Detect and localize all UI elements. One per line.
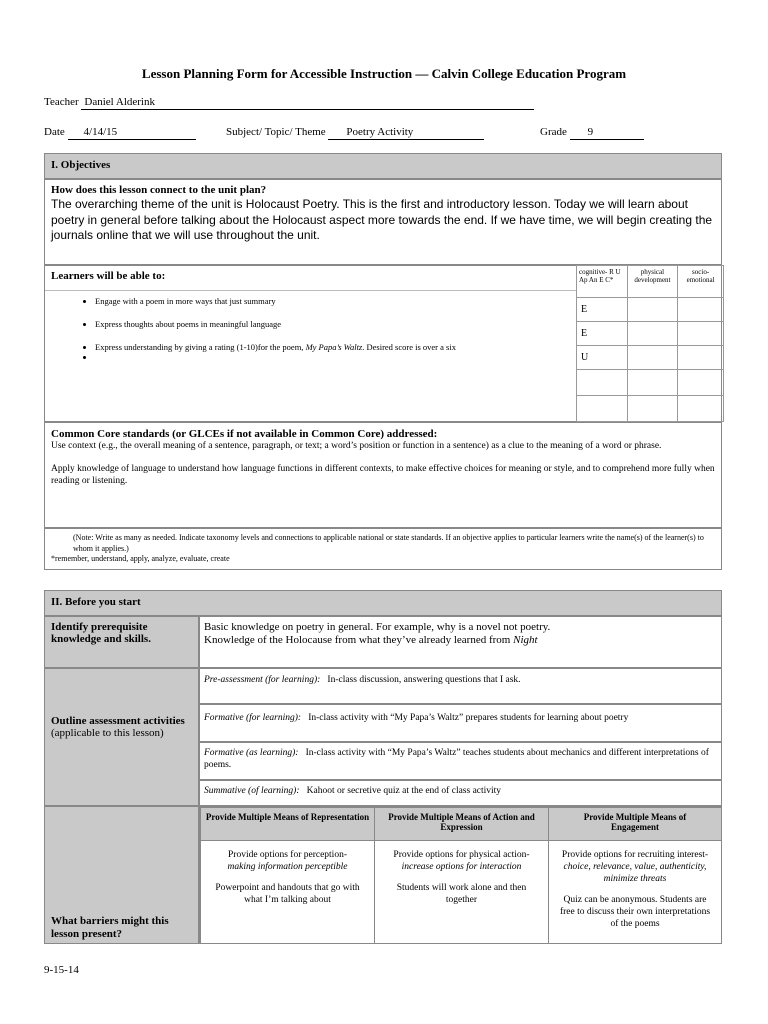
teacher-label: Teacher xyxy=(44,96,79,108)
level-cell[interactable]: E xyxy=(577,298,628,322)
empty-cell[interactable] xyxy=(577,396,628,422)
form-title: Lesson Planning Form for Accessible Instruction — Calvin College Education Program xyxy=(141,66,627,81)
col-socio: socio-emotional xyxy=(678,266,724,298)
udl-engagement xyxy=(548,840,722,944)
assessment-pre: Pre-assessment (for learning): In-class discussion, answering questions that I ask. xyxy=(199,668,722,704)
empty-cell[interactable] xyxy=(627,298,678,322)
udl-option: Provide options for recruiting interest- choice, relevance, value, authenticity, minimize threats xyxy=(561,850,709,884)
teacher-field[interactable]: Daniel Alderink xyxy=(81,96,534,110)
empty-cell[interactable] xyxy=(627,396,678,422)
udl-option-detail: making information perceptible xyxy=(227,862,348,872)
assessment-summative: Summative (of learning): Kahoot or secretive quiz at the end of class activity xyxy=(199,780,722,806)
date-row xyxy=(44,126,196,140)
objective-item: • Express understanding by giving a rating (1-10)for the poem, My Papa’s Waltz. Desired score is over a six xyxy=(95,342,575,352)
udl-plan: Powerpoint and handouts that go with what I’m talking about xyxy=(215,883,360,905)
level-cell[interactable]: E xyxy=(577,322,628,346)
empty-cell[interactable] xyxy=(678,298,724,322)
common-core-standard: Use context (e.g., the overall meaning of a sentence, paragraph, or text; a word’s position or function in a sentence) as a clue to the meaning of a word or phrase. xyxy=(51,441,662,451)
learners-divider xyxy=(45,290,576,291)
udl-header-representation: Provide Multiple Means of Representation xyxy=(200,807,375,841)
assessment-label-cell xyxy=(44,668,199,806)
objective-item: • Engage with a poem in more ways that just summary xyxy=(95,296,575,306)
empty-cell[interactable] xyxy=(627,370,678,396)
common-core-heading: Common Core standards (or GLCEs if not available in Common Core) addressed: xyxy=(51,428,438,440)
udl-option: Provide options for perception- xyxy=(228,850,347,860)
empty-cell[interactable] xyxy=(678,346,724,370)
udl-plan: Students will work alone and then together xyxy=(396,883,527,905)
unit-connection-box xyxy=(44,179,722,265)
assessment-formative-for: Formative (for learning): In-class activity with “My Papa’s Waltz” prepares students for learning about poetry xyxy=(199,704,722,742)
prereq-item: Knowledge of the Holocause from what they’ve already learned from Night xyxy=(204,634,538,646)
udl-action xyxy=(374,840,549,944)
prereq-label: Identify prerequisite knowledge and skills. xyxy=(44,616,199,668)
udl-option-detail: increase options for interaction xyxy=(401,862,522,872)
level-cell[interactable]: U xyxy=(577,346,628,370)
col-cognitive: cognitive- R U Ap An E C* xyxy=(577,266,628,298)
empty-cell[interactable] xyxy=(627,322,678,346)
prereq-item: Basic knowledge on poetry in general. For example, why is a novel not poetry. xyxy=(204,621,551,633)
barriers-label: What barriers might this lesson present? xyxy=(44,806,199,944)
grade-field[interactable]: 9 xyxy=(570,126,644,140)
objectives-heading: I. Objectives xyxy=(44,153,722,179)
date-label: Date xyxy=(44,126,65,138)
udl-box xyxy=(199,806,722,944)
udl-header-action: Provide Multiple Means of Action and Expression xyxy=(374,807,549,841)
objective-item: • Express thoughts about poems in meaningful language xyxy=(95,319,575,329)
date-field[interactable]: 4/14/15 xyxy=(68,126,196,140)
subject-field[interactable]: Poetry Activity xyxy=(328,126,484,140)
objective-item-empty xyxy=(95,352,575,362)
empty-cell[interactable] xyxy=(678,370,724,396)
udl-option: Provide options for physical action- xyxy=(393,850,530,860)
udl-plan: Quiz can be anonymous. Students are free to discuss their own interpretations of the poems xyxy=(559,895,711,929)
grade-row xyxy=(540,126,644,140)
learners-label: Learners will be able to: xyxy=(51,270,166,282)
empty-cell[interactable] xyxy=(577,370,628,396)
unit-connection-question: How does this lesson connect to the unit plan? xyxy=(51,184,267,196)
learners-box xyxy=(44,265,722,422)
assessment-sublabel: (applicable to this lesson) xyxy=(51,727,164,739)
unit-connection-answer: The overarching theme of the unit is Holocaust Poetry. This is the first and introductory lesson. Today we will learn about poetry in general before talking about the Holocaust aspect more towards the end. If we have time, we will begin creating the journals online that we will use throughout the unit. xyxy=(51,197,713,242)
prereq-content xyxy=(199,616,722,668)
udl-representation xyxy=(200,840,375,944)
udl-header-engagement: Provide Multiple Means of Engagement xyxy=(548,807,722,841)
footer-date: 9-15-14 xyxy=(44,964,79,976)
common-core-standard: Apply knowledge of language to understand how language functions in different contexts, to make effective choices for meaning or style, and to comprehend more fully when reading or listening. xyxy=(51,464,715,486)
empty-cell[interactable] xyxy=(627,346,678,370)
teacher-row xyxy=(44,96,534,110)
objective-list xyxy=(51,296,575,375)
common-core-box xyxy=(44,422,722,528)
note-text: (Note: Write as many as needed. Indicate taxonomy levels and connections to applicable national or state standards. If an objective applies to particular learners write the name(s) of the learner(s) to whom it applies.) xyxy=(73,533,704,553)
col-physical: physical development xyxy=(627,266,678,298)
empty-cell[interactable] xyxy=(678,396,724,422)
taxonomy-grid xyxy=(576,265,724,422)
subject-row xyxy=(226,126,484,140)
empty-cell[interactable] xyxy=(678,322,724,346)
note-box xyxy=(44,528,722,570)
assessment-formative-as: Formative (as learning): In-class activity with “My Papa’s Waltz” teaches students about mechanics and different interpretations of poems. xyxy=(199,742,722,780)
subject-label: Subject/ Topic/ Theme xyxy=(226,126,326,138)
taxonomy-footnote: *remember, understand, apply, analyze, evaluate, create xyxy=(51,554,230,563)
grade-label: Grade xyxy=(540,126,567,138)
assessment-label: Outline assessment activities xyxy=(51,715,185,727)
before-heading: II. Before you start xyxy=(44,590,722,616)
